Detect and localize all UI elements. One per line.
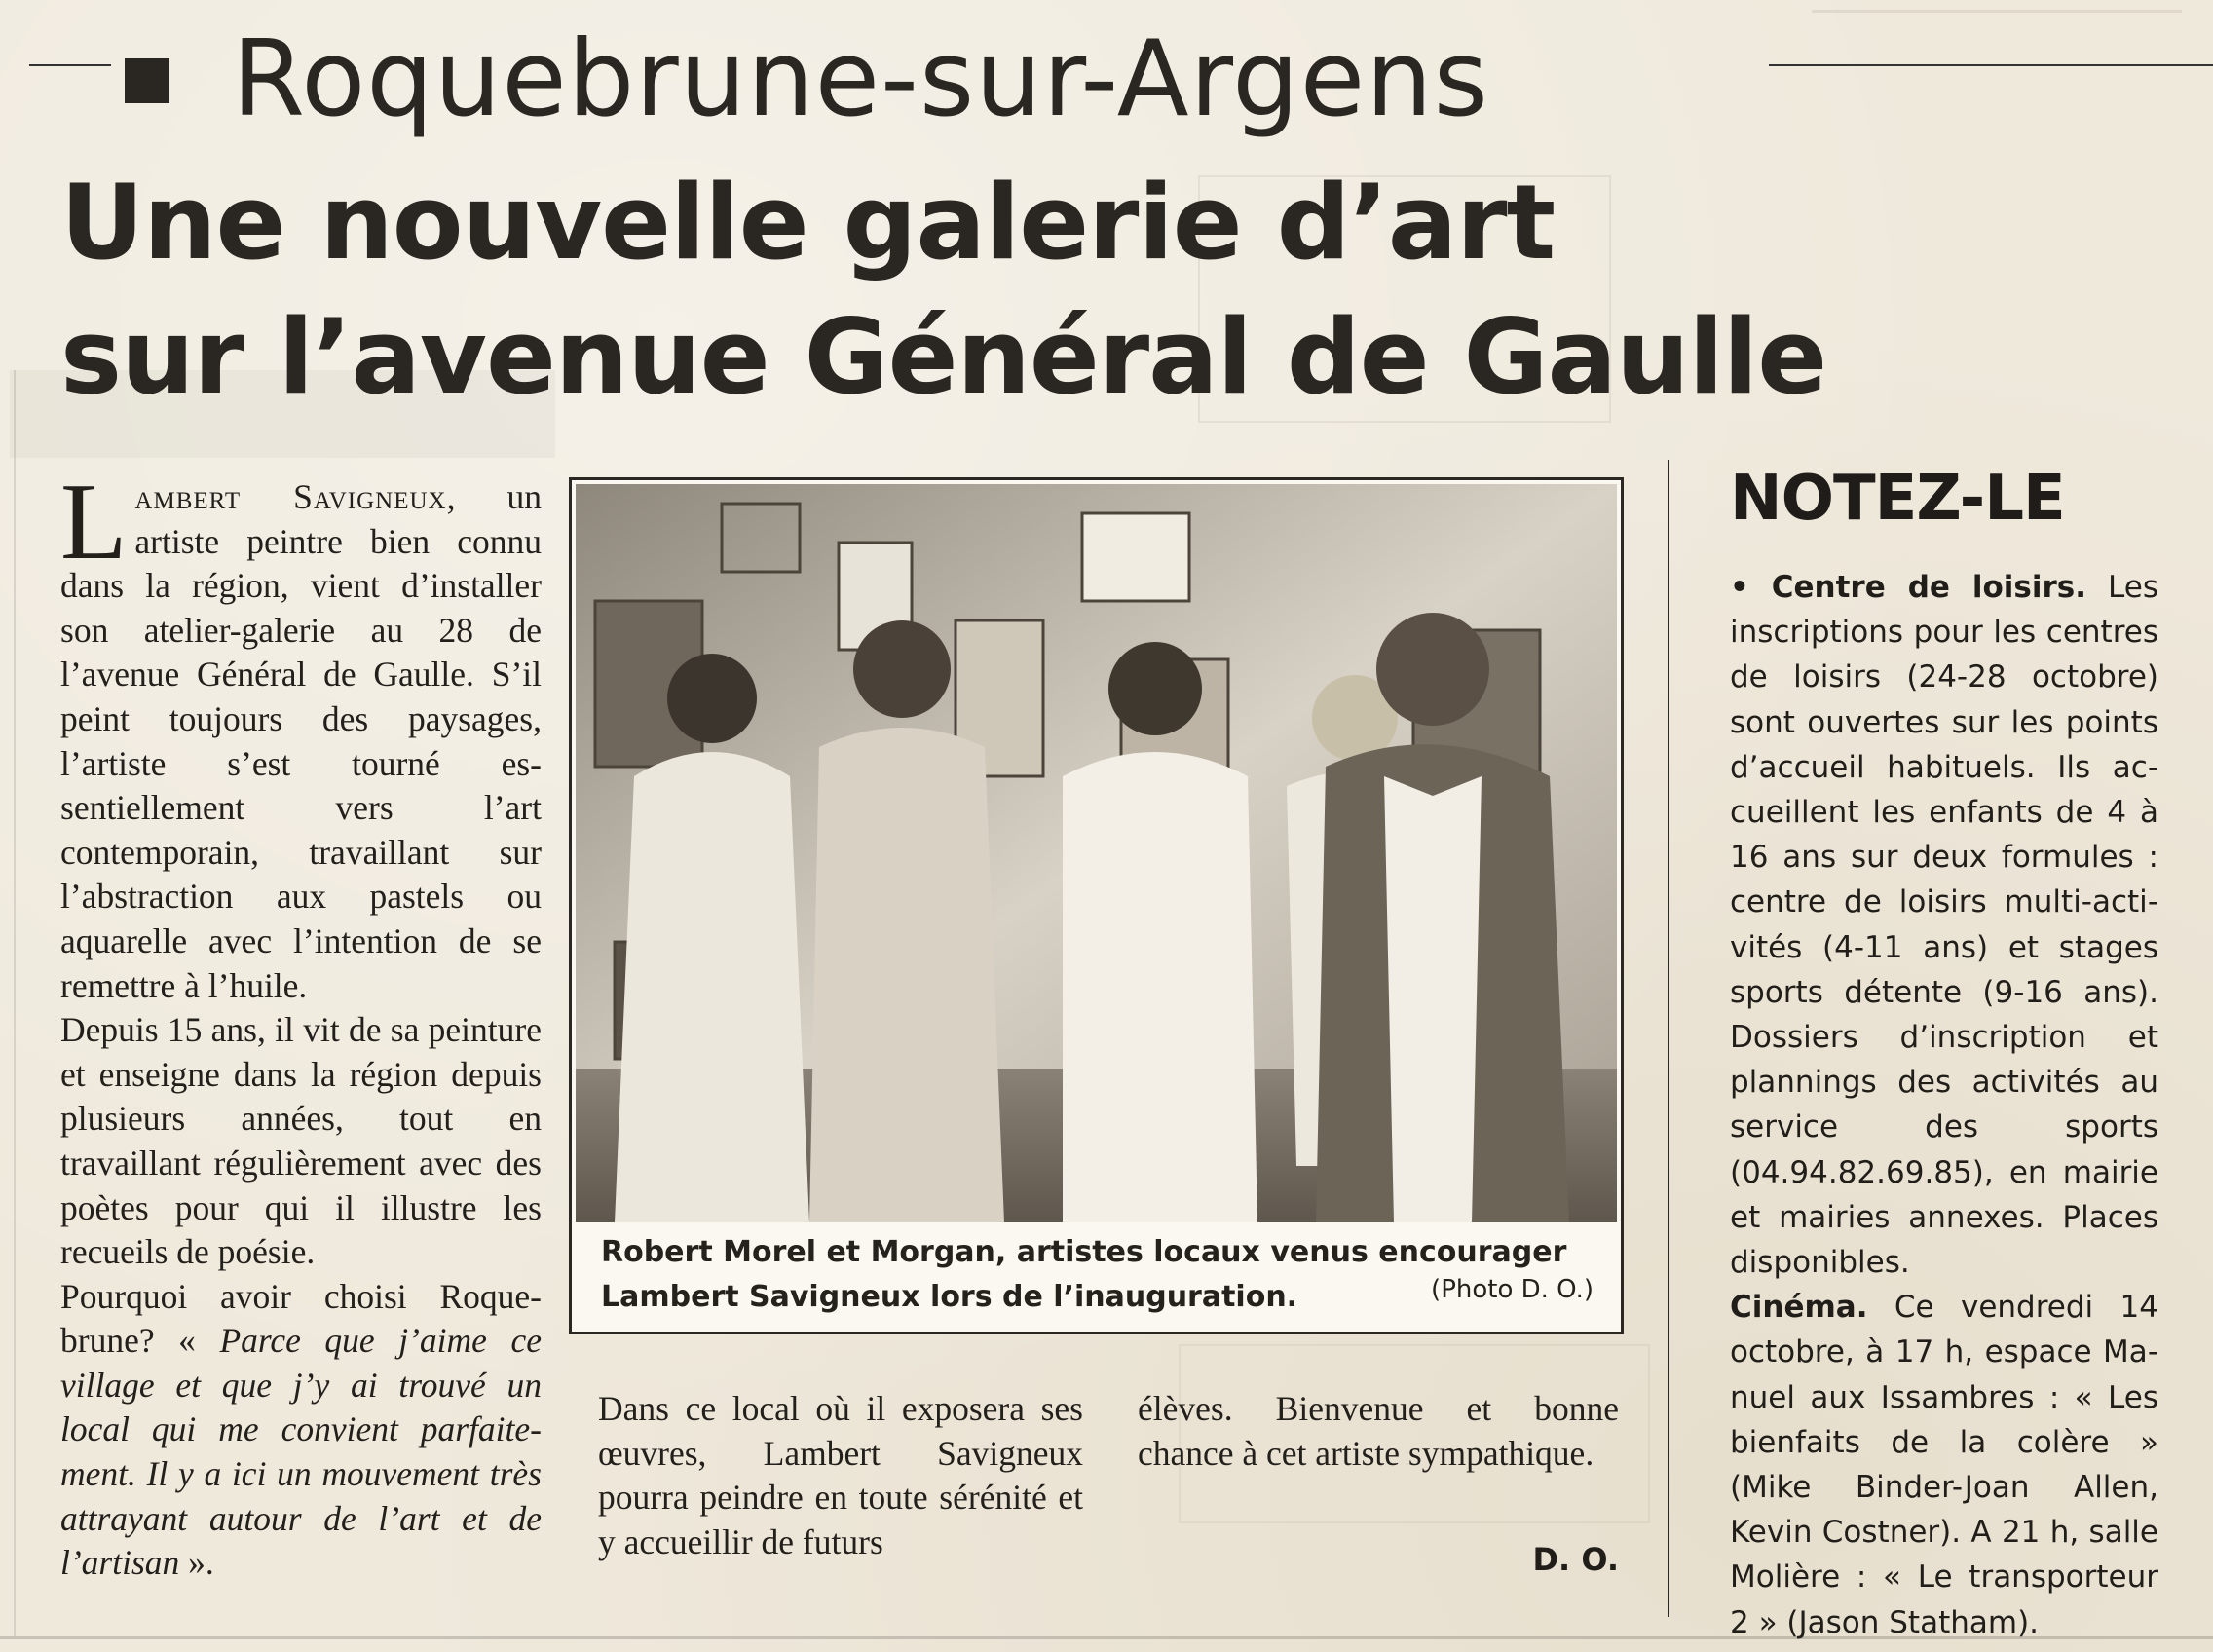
clipping-edge-bottom xyxy=(0,1636,2213,1639)
notez-item-loisirs-text: Les inscriptions pour les centres de loisirs (24-28 octobre) sont ouvertes sur les points d’accueil habituels. Ils accueillent les enfants de 4 à 16 ans sur deux formules : centre de loisirs multi-activités (4-11 ans) et stages sports détente (9-16 ans). Dossiers d’inscription et plannings des activités au service des sports (04.94.82.69.85), en mairie et mairies annexes. Places disponibles. xyxy=(1730,570,2158,1281)
headline-line-2: sur l’avenue Général de Gaulle xyxy=(60,297,1827,417)
headline-line-1: Une nouvelle galerie d’art xyxy=(60,163,1556,282)
article-paragraph-1 xyxy=(60,462,542,1008)
show-through-block xyxy=(1812,10,2182,178)
article-column-3: élèves. Bienvenue et bonne chance à cet artiste sympathique. xyxy=(1138,1389,1619,1473)
notez-item-cinema-label: Cinéma. xyxy=(1730,1290,1868,1326)
header-rule-left xyxy=(29,64,111,66)
notez-item-cinema-text: Ce vendredi 14 octobre, à 17 h, espace Manuel aux Issambres : « Les bienfaits de la colère » (Mike Binder-Joan Allen, Kevin Costner). A 21 h, salle Molière : « Le transporteur 2 » (Jason Statham). xyxy=(1730,1290,2158,1640)
gallery-photo-illustration xyxy=(576,484,1617,1222)
notez-le-title: NOTEZ-LE xyxy=(1730,463,2065,535)
header-rule-right xyxy=(1769,64,2213,66)
photo-caption: Robert Morel et Morgan, artistes locaux venus encourager Lambert Savigneux lors de l’inauguration. xyxy=(601,1235,1567,1314)
section-title: Roquebrune-sur-Argens xyxy=(232,19,1489,140)
column-divider xyxy=(1668,460,1669,1617)
notez-item-loisirs xyxy=(1730,565,2158,1285)
notez-le-text xyxy=(1730,565,2158,1645)
article-lead-name: ambert Savigneux xyxy=(134,477,447,516)
article-paragraph-2: Depuis 15 ans, il vit de sa peinture et enseigne dans la région depuis plusieurs années, tout en travaillant régulièrement avec des poètes pour qui il illustre les recueils de poésie. xyxy=(60,1010,542,1272)
photo-credit: (Photo D. O.) xyxy=(1431,1275,1594,1304)
article-paragraph-3-text: Pourquoi avoir choisi Roquebrune? « xyxy=(60,1276,542,1361)
headline xyxy=(60,156,1931,425)
article-quote: Parce que j’aime ce village et que j’y ai trouvé un local qui me convient parfaitement. Il y a ici un mouvement très attrayant autour de l’art et de l’artisan xyxy=(60,1321,542,1583)
article-paragraph-3 xyxy=(60,1275,542,1586)
article-signature: D. O. xyxy=(1532,1541,1619,1578)
photo-frame xyxy=(569,477,1624,1334)
section-square-icon xyxy=(125,58,169,103)
drop-cap: L xyxy=(60,462,128,582)
notez-item-cinema xyxy=(1730,1285,2158,1645)
article-column-1 xyxy=(60,462,542,1586)
gallery-photo xyxy=(576,484,1617,1222)
article-paragraph-1-text: , un artiste peintre bien connu dans la région, vient d’installer son atelier-galerie au 28 de l’avenue Général de Gaulle. S’il peint toujours des paysages, l’artiste s’est tourné essentiellement vers l’art contemporain, travaillant sur l’abstraction aux pastels ou aquarelle avec l’intention de se remettre à l’huile. xyxy=(60,477,542,1005)
clipping-edge-left xyxy=(14,370,16,1636)
article-paragraph-3-end: ». xyxy=(179,1543,214,1583)
article-column-2: Dans ce local où il exposera ses œuvres, Lambert Savigneux pourra peindre en toute sérénité et y accueillir de futurs xyxy=(598,1389,1083,1561)
notez-item-loisirs-label: • Centre de loisirs. xyxy=(1730,570,2087,605)
